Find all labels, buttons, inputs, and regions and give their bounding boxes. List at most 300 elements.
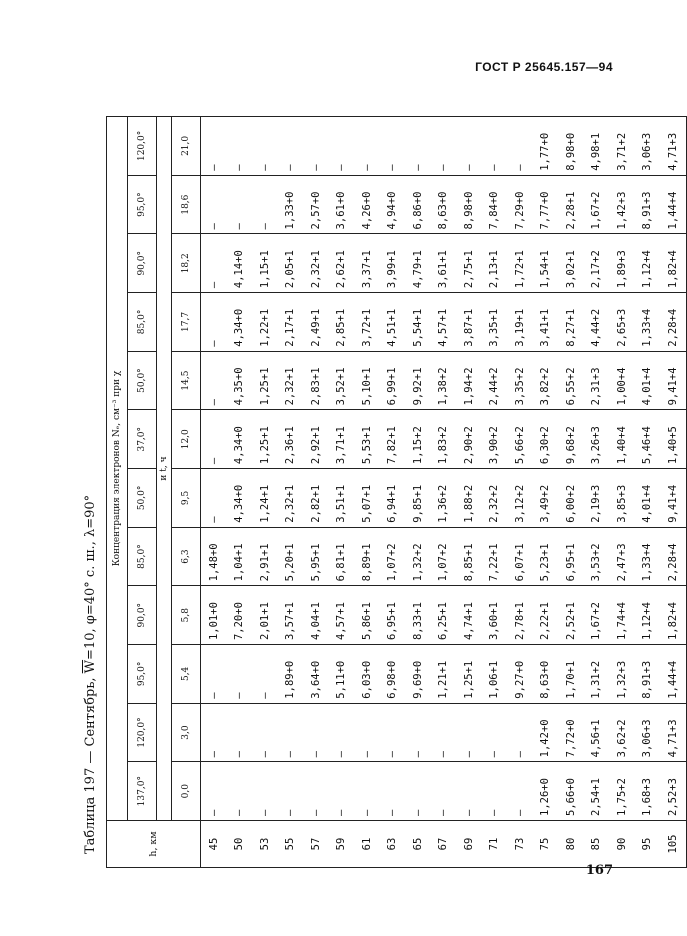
table-cell: 9,41+4 (660, 351, 686, 410)
table-cell: 2,32+2 (482, 469, 508, 528)
table-cell: 2,28+1 (558, 175, 584, 234)
table-cell: 1,67+2 (584, 175, 610, 234)
table-cell: 2,36+1 (278, 410, 304, 469)
table-row (660, 117, 686, 868)
time-header-6: 12,0 (172, 410, 201, 469)
table-cell: 1,54+1 (533, 234, 559, 293)
table-cell: 5,66+2 (507, 410, 533, 469)
table-cell: 1,00+4 (609, 351, 635, 410)
table-cell: 1,68+3 (635, 762, 661, 821)
table-cell: 9,27+0 (507, 645, 533, 704)
table-cell: 2,90+2 (456, 410, 482, 469)
table-cell: 4,34+0 (227, 410, 253, 469)
table-cell: — (482, 117, 508, 176)
caption-dash: — Сентябрь, (83, 673, 98, 768)
table-cell: 4,01+4 (635, 351, 661, 410)
table-cell: 3,06+3 (635, 703, 661, 762)
page-number: 167 (585, 863, 613, 878)
table-cell: 3,19+1 (507, 293, 533, 352)
table-row (278, 117, 304, 868)
table-cell: — (303, 762, 329, 821)
table-cell: — (456, 117, 482, 176)
row-h-value: 90 (609, 821, 635, 868)
row-h-value: 67 (431, 821, 457, 868)
table-cell: — (482, 703, 508, 762)
table-cell: 2,49+1 (303, 293, 329, 352)
table-cell: — (201, 351, 227, 410)
table-cell: 2,92+1 (303, 410, 329, 469)
table-cell: 2,57+0 (303, 175, 329, 234)
table-cell: — (431, 117, 457, 176)
table-row (329, 117, 355, 868)
table-cell: — (456, 703, 482, 762)
table-cell: 1,82+4 (660, 234, 686, 293)
table-cell: 5,86+1 (354, 586, 380, 645)
table-cell: 6,07+1 (507, 527, 533, 586)
table-cell: 9,69+0 (405, 645, 431, 704)
table-cell: 3,49+2 (533, 469, 559, 528)
table-cell: 2,82+1 (303, 469, 329, 528)
table-cell: 3,87+1 (456, 293, 482, 352)
chi-header-3: 90,0° (128, 586, 157, 645)
table-cell: 2,65+3 (609, 293, 635, 352)
table-cell: 4,56+1 (584, 703, 610, 762)
table-cell: 3,90+2 (482, 410, 508, 469)
table-cell: 1,32+2 (405, 527, 431, 586)
table-cell: 3,37+1 (354, 234, 380, 293)
table-cell: 7,29+0 (507, 175, 533, 234)
caption-rest: =10, φ=40° с. ш., λ=90° (83, 494, 98, 660)
time-header-9: 18,2 (172, 234, 201, 293)
table-cell: 4,94+0 (380, 175, 406, 234)
table-cell: 4,51+1 (380, 293, 406, 352)
table-cell: — (201, 410, 227, 469)
table-cell: 1,88+2 (456, 469, 482, 528)
table-cell: 5,46+4 (635, 410, 661, 469)
table-cell: — (252, 645, 278, 704)
chi-header-0: 137,0° (128, 762, 157, 821)
table-cell: 1,94+2 (456, 351, 482, 410)
chi-header-4: 85,0° (128, 527, 157, 586)
table-cell: 3,35+1 (482, 293, 508, 352)
table-cell: 1,89+3 (609, 234, 635, 293)
table-cell: 1,48+0 (201, 527, 227, 586)
table-cell: 1,31+2 (584, 645, 610, 704)
table-cell: 4,26+0 (354, 175, 380, 234)
table-cell: 3,62+2 (609, 703, 635, 762)
table-cell: 2,52+1 (558, 586, 584, 645)
row-h-value: 73 (507, 821, 533, 868)
table-cell: 1,25+1 (252, 351, 278, 410)
time-header-2: 5,4 (172, 645, 201, 704)
table-cell: 6,00+2 (558, 469, 584, 528)
table-row (303, 117, 329, 868)
h-column-header: h, км (107, 821, 201, 868)
table-cell: 1,24+1 (252, 469, 278, 528)
chi-header-11: 120,0° (128, 117, 157, 176)
table-cell: 3,02+1 (558, 234, 584, 293)
table-cell: 7,72+0 (558, 703, 584, 762)
table-cell: 3,61+0 (329, 175, 355, 234)
table-cell: — (431, 703, 457, 762)
table-row (252, 117, 278, 868)
table-cell: 5,66+0 (558, 762, 584, 821)
table-cell: 2,19+3 (584, 469, 610, 528)
table-cell: — (405, 703, 431, 762)
time-header-3: 5,8 (172, 586, 201, 645)
time-header-5: 9,5 (172, 469, 201, 528)
row-h-value: 55 (278, 821, 304, 868)
table-cell: — (278, 703, 304, 762)
table-cell: 1,77+0 (533, 117, 559, 176)
table-cell: — (507, 117, 533, 176)
table-cell: 3,64+0 (303, 645, 329, 704)
table-cell: — (227, 175, 253, 234)
table-cell: 2,28+4 (660, 527, 686, 586)
table-cell: — (380, 703, 406, 762)
table-cell: 1,89+0 (278, 645, 304, 704)
table-cell: 4,71+3 (660, 703, 686, 762)
table-cell: — (252, 175, 278, 234)
table-cell: 6,95+1 (558, 527, 584, 586)
table-cell: — (227, 117, 253, 176)
table-cell: — (354, 762, 380, 821)
row-h-value: 57 (303, 821, 329, 868)
table-row (456, 117, 482, 868)
table-row (201, 117, 227, 868)
table-cell: 3,57+1 (278, 586, 304, 645)
table-cell: 4,35+0 (227, 351, 253, 410)
table-cell: — (303, 703, 329, 762)
table-cell: 1,38+2 (431, 351, 457, 410)
table-cell: — (252, 117, 278, 176)
row-h-value: 53 (252, 821, 278, 868)
time-header-11: 21,0 (172, 117, 201, 176)
table-cell: 1,32+3 (609, 645, 635, 704)
table-row (558, 117, 584, 868)
table-cell: — (431, 762, 457, 821)
table-cell: 3,53+2 (584, 527, 610, 586)
table-cell: 6,81+1 (329, 527, 355, 586)
chi-header-10: 95,0° (128, 175, 157, 234)
table-cell: — (380, 117, 406, 176)
table-cell: 3,06+3 (635, 117, 661, 176)
chi-header-1: 120,0° (128, 703, 157, 762)
table-cell: 6,25+1 (431, 586, 457, 645)
row-h-value: 95 (635, 821, 661, 868)
table-cell: 2,28+4 (660, 293, 686, 352)
table-cell: 1,70+1 (558, 645, 584, 704)
table-cell: 1,67+2 (584, 586, 610, 645)
table-cell: 2,44+2 (482, 351, 508, 410)
table-cell: 3,52+1 (329, 351, 355, 410)
table-cell: 2,17+2 (584, 234, 610, 293)
document-header: ГОСТ Р 25645.157—94 (475, 60, 613, 74)
table-row (431, 117, 457, 868)
table-cell: 1,42+3 (609, 175, 635, 234)
table-cell: — (252, 762, 278, 821)
table-cell: 3,72+1 (354, 293, 380, 352)
table-cell: 6,03+0 (354, 645, 380, 704)
rotated-table-block (80, 108, 679, 868)
table-cell: — (201, 293, 227, 352)
table-cell: 1,74+4 (609, 586, 635, 645)
table-cell: 2,05+1 (278, 234, 304, 293)
table-cell: 1,75+2 (609, 762, 635, 821)
time-header-0: 0,0 (172, 762, 201, 821)
row-h-value: 80 (558, 821, 584, 868)
table-cell: 6,94+1 (380, 469, 406, 528)
table-cell: 7,77+0 (533, 175, 559, 234)
table-cell: 5,07+1 (354, 469, 380, 528)
row-h-value: 71 (482, 821, 508, 868)
table-row (635, 117, 661, 868)
table-cell: — (227, 703, 253, 762)
table-cell: — (456, 762, 482, 821)
table-cell: 1,04+1 (227, 527, 253, 586)
table-cell: 8,89+1 (354, 527, 380, 586)
caption-label: Таблица 197 (83, 767, 98, 854)
table-row (609, 117, 635, 868)
table-cell: — (227, 645, 253, 704)
table-cell: 5,10+1 (354, 351, 380, 410)
table-cell: 3,12+2 (507, 469, 533, 528)
table-cell: 6,55+2 (558, 351, 584, 410)
table-cell: 1,15+1 (252, 234, 278, 293)
table-cell: 3,82+2 (533, 351, 559, 410)
table-cell: 3,26+3 (584, 410, 610, 469)
table-cell: 3,51+1 (329, 469, 355, 528)
table-cell: 1,36+2 (431, 469, 457, 528)
table-cell: 1,72+1 (507, 234, 533, 293)
table-cell: — (354, 117, 380, 176)
table-cell: — (201, 762, 227, 821)
row-h-value: 63 (380, 821, 406, 868)
table-cell: 1,42+0 (533, 703, 559, 762)
table-cell: 1,40+5 (660, 410, 686, 469)
table-row (405, 117, 431, 868)
time-header-7: 14,5 (172, 351, 201, 410)
table-cell: 4,01+4 (635, 469, 661, 528)
table-cell: 4,74+1 (456, 586, 482, 645)
time-header-4: 6,3 (172, 527, 201, 586)
table-cell: 1,12+4 (635, 586, 661, 645)
table-cell: 2,01+1 (252, 586, 278, 645)
table-cell: 2,13+1 (482, 234, 508, 293)
caption-w-symbol: $\overline{W}$ (83, 659, 98, 674)
table-cell: 3,35+2 (507, 351, 533, 410)
table-cell: 1,15+2 (405, 410, 431, 469)
table-cell: 1,07+2 (431, 527, 457, 586)
table-cell: 1,44+4 (660, 175, 686, 234)
row-h-value: 50 (227, 821, 253, 868)
time-header-8: 17,7 (172, 293, 201, 352)
row-h-value: 75 (533, 821, 559, 868)
table-cell: 1,33+0 (278, 175, 304, 234)
chi-header-5: 50,0° (128, 469, 157, 528)
table-cell: — (201, 469, 227, 528)
row-h-value: 85 (584, 821, 610, 868)
table-cell: 1,25+1 (252, 410, 278, 469)
table-cell: 1,12+4 (635, 234, 661, 293)
table-cell: — (380, 762, 406, 821)
table-cell: 4,57+1 (329, 586, 355, 645)
table-cell: 5,23+1 (533, 527, 559, 586)
row-h-value: 69 (456, 821, 482, 868)
row-h-value: 105 (660, 821, 686, 868)
table-cell: 2,78+1 (507, 586, 533, 645)
table-cell: 8,91+3 (635, 645, 661, 704)
table-cell: 1,83+2 (431, 410, 457, 469)
table-cell: 2,22+1 (533, 586, 559, 645)
table-cell: 2,54+1 (584, 762, 610, 821)
chi-header-9: 90,0° (128, 234, 157, 293)
table-caption (80, 108, 106, 868)
table-cell: 3,71+2 (609, 117, 635, 176)
table-cell: 7,22+1 (482, 527, 508, 586)
table-cell: 9,85+1 (405, 469, 431, 528)
table-cell: — (201, 645, 227, 704)
table-cell: 3,61+1 (431, 234, 457, 293)
table-cell: — (252, 703, 278, 762)
table-cell: 6,86+0 (405, 175, 431, 234)
table-cell: 3,99+1 (380, 234, 406, 293)
table-cell: 2,32+1 (303, 234, 329, 293)
table-cell: 4,79+1 (405, 234, 431, 293)
table-cell: 6,99+1 (380, 351, 406, 410)
table-cell: 6,95+1 (380, 586, 406, 645)
table-cell: 1,21+1 (431, 645, 457, 704)
table-row (507, 117, 533, 868)
table-cell: 3,60+1 (482, 586, 508, 645)
table-cell: 2,91+1 (252, 527, 278, 586)
table-cell: 4,04+1 (303, 586, 329, 645)
table-cell: 2,47+3 (609, 527, 635, 586)
table-cell: 5,20+1 (278, 527, 304, 586)
table-cell: — (329, 117, 355, 176)
table-cell: 1,01+0 (201, 586, 227, 645)
table-cell: — (354, 703, 380, 762)
chi-header-2: 95,0° (128, 645, 157, 704)
table-cell: 2,62+1 (329, 234, 355, 293)
table-row (380, 117, 406, 868)
table-cell: — (201, 234, 227, 293)
table-cell: — (507, 703, 533, 762)
table-cell: 1,07+2 (380, 527, 406, 586)
table-cell: 8,63+0 (533, 645, 559, 704)
table-cell: 1,06+1 (482, 645, 508, 704)
table-cell: 2,32+1 (278, 351, 304, 410)
table-cell: 1,22+1 (252, 293, 278, 352)
table-cell: 9,41+4 (660, 469, 686, 528)
table-cell: 9,92+1 (405, 351, 431, 410)
row-h-value: 61 (354, 821, 380, 868)
table-cell: 6,98+0 (380, 645, 406, 704)
t-header: и t, ч (157, 117, 172, 821)
table-cell: 5,95+1 (303, 527, 329, 586)
time-header-1: 3,0 (172, 703, 201, 762)
table-cell: — (303, 117, 329, 176)
table-cell: 2,52+3 (660, 762, 686, 821)
table-row (354, 117, 380, 868)
table-cell: 6,30+2 (533, 410, 559, 469)
row-h-value: 59 (329, 821, 355, 868)
table-cell: 3,41+1 (533, 293, 559, 352)
table-cell: — (329, 762, 355, 821)
table-cell: 2,75+1 (456, 234, 482, 293)
table-cell: — (278, 117, 304, 176)
table-cell: 1,33+4 (635, 527, 661, 586)
table-cell: 8,63+0 (431, 175, 457, 234)
table-cell: 5,54+1 (405, 293, 431, 352)
row-h-value: 45 (201, 821, 227, 868)
table-cell: 4,14+0 (227, 234, 253, 293)
table-cell: — (405, 762, 431, 821)
table-cell: 1,40+4 (609, 410, 635, 469)
table-cell: — (278, 762, 304, 821)
table-cell: 1,25+1 (456, 645, 482, 704)
table-cell: — (507, 762, 533, 821)
table-cell: 2,83+1 (303, 351, 329, 410)
table-cell: 5,11+0 (329, 645, 355, 704)
table-cell: — (201, 117, 227, 176)
table-cell: 9,68+2 (558, 410, 584, 469)
table-cell: 8,27+1 (558, 293, 584, 352)
table-cell: 2,31+3 (584, 351, 610, 410)
table-cell: 2,32+1 (278, 469, 304, 528)
table-cell: 8,91+3 (635, 175, 661, 234)
table-cell: 3,71+1 (329, 410, 355, 469)
table-row (533, 117, 559, 868)
table-cell: — (482, 762, 508, 821)
table-cell: 4,34+0 (227, 469, 253, 528)
concentration-header: Концентрация электронов Nₑ, см⁻³ при χ (107, 117, 128, 821)
table-row (482, 117, 508, 868)
table-row (584, 117, 610, 868)
chi-header-6: 37,0° (128, 410, 157, 469)
table-cell: 1,82+4 (660, 586, 686, 645)
table-row (227, 117, 253, 868)
chi-header-8: 85,0° (128, 293, 157, 352)
table-cell: — (201, 703, 227, 762)
table-cell: 8,33+1 (405, 586, 431, 645)
table-cell: 4,44+2 (584, 293, 610, 352)
table-cell: 2,85+1 (329, 293, 355, 352)
table-cell: 4,34+0 (227, 293, 253, 352)
table-cell: 1,26+0 (533, 762, 559, 821)
table-cell: 8,98+0 (456, 175, 482, 234)
table-cell: — (329, 703, 355, 762)
table-cell: 7,20+0 (227, 586, 253, 645)
table-cell: 7,82+1 (380, 410, 406, 469)
table-cell: 2,17+1 (278, 293, 304, 352)
table-cell: 5,53+1 (354, 410, 380, 469)
table-cell: — (227, 762, 253, 821)
time-header-10: 18,6 (172, 175, 201, 234)
table-cell: — (201, 175, 227, 234)
table-cell: 1,44+4 (660, 645, 686, 704)
row-h-value: 65 (405, 821, 431, 868)
table-cell: 1,33+4 (635, 293, 661, 352)
table-cell: 7,84+0 (482, 175, 508, 234)
electron-concentration-table (106, 116, 687, 868)
table-cell: 8,85+1 (456, 527, 482, 586)
table-cell: 4,98+1 (584, 117, 610, 176)
table-cell: 4,71+3 (660, 117, 686, 176)
table-cell: — (405, 117, 431, 176)
chi-header-7: 50,0° (128, 351, 157, 410)
table-cell: 8,98+0 (558, 117, 584, 176)
